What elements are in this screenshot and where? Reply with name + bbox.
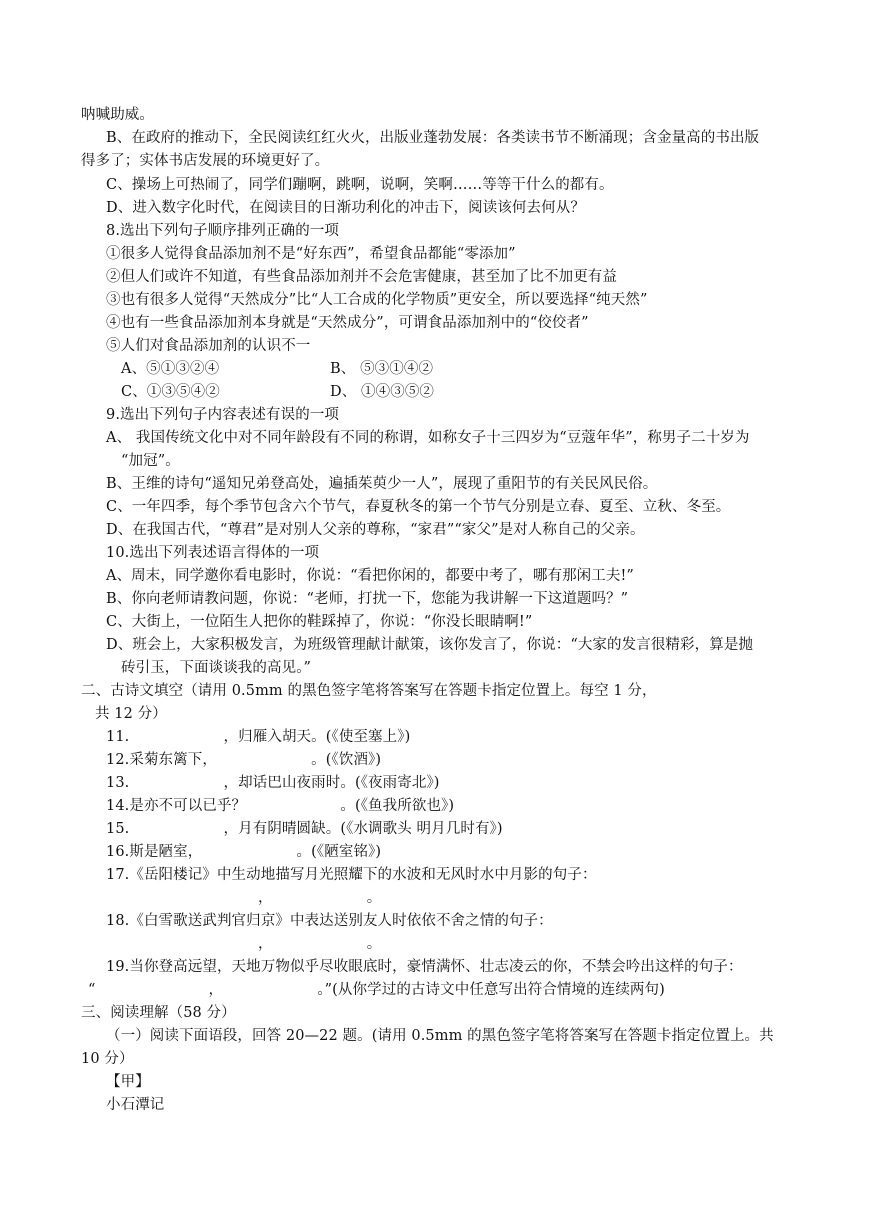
q17-blanks: ， 。: [258, 890, 382, 906]
q9-option-a-line1: A、 我国传统文化中对不同年龄段有不同的称谓，如称女子十三四岁为“豆蔻年华”，称男子二十岁为: [106, 430, 750, 446]
q10-option-a: A、周末，同学邀你看电影时，你说：“看把你闲的，都要中考了，哪有那闲工夫!”: [106, 568, 634, 584]
q9-stem: 9.选出下列句子内容表述有误的一项: [106, 407, 340, 423]
q8-sentence-5: ⑤人们对食品添加剂的认识不一: [106, 338, 311, 354]
q14: 14.是亦不可以已乎？ 。(《鱼我所欲也》): [106, 798, 455, 814]
q18: 18.《白雪歌送武判官归京》中表达送别友人时依依不舍之情的句子：: [106, 913, 553, 929]
q19-line1: 19.当你登高远望，天地万物似乎尽收眼底时，豪情满怀、壮志凌云的你，不禁会吟出这样的句子：: [106, 959, 743, 975]
q19-line2: “ ， 。”(从你学过的古诗文中任意写出符合情境的连续两句): [88, 982, 665, 998]
q8-sentence-1: ①很多人觉得食品添加剂不是“好东西”，希望食品都能“零添加”: [106, 246, 516, 262]
q10-option-c: C、大街上，一位陌生人把你的鞋踩掉了，你说：“你没长眼睛啊!”: [106, 614, 533, 630]
q12: 12.采菊东篱下， 。(《饮酒》): [106, 752, 382, 768]
q8-option-b: B、 ⑤③①④②: [330, 361, 434, 377]
section2-title-line1: 二、古诗文填空（请用 0.5mm 的黑色签字笔将答案写在答题卡指定位置上。每空 1 分，: [81, 683, 657, 699]
section3-part1-line1: （一）阅读下面语段，回答 20—22 题。(请用 0.5mm 的黑色签字笔将答案写在答题卡指定位置上。共: [106, 1028, 774, 1044]
q9-option-d: D、在我国古代，“尊君”是对别人父亲的尊称，“家君”“家父”是对人称自己的父亲。: [106, 522, 645, 538]
section3-part1-line2: 10 分）: [81, 1051, 134, 1067]
section2-title-line2: 共 12 分）: [95, 706, 167, 722]
q9-option-c: C、一年四季，每个季节包含六个节气，春夏秋冬的第一个节气分别是立春、夏至、立秋、冬至。: [106, 499, 731, 515]
q9-option-b: B、王维的诗句“遥知兄弟登高处，遍插茱萸少一人”，展现了重阳节的有关民风民俗。: [106, 476, 658, 492]
q11: 11. ，归雁入胡天。(《使至塞上》): [106, 729, 411, 745]
q8-option-c: C、①③⑤④②: [121, 384, 220, 400]
q9-option-a-line2: “加冠”。: [121, 453, 180, 469]
q15: 15. ，月有阴晴圆缺。(《水调歌头 明月几时有》): [106, 821, 503, 837]
q7-option-a-continuation: 呐喊助威。: [81, 107, 154, 123]
q8-sentence-2: ②但人们或许不知道，有些食品添加剂并不会危害健康，甚至加了比不加更有益: [106, 269, 617, 285]
q8-sentence-3: ③也有很多人觉得“天然成分”比“人工合成的化学物质”更安全，所以要选择“纯天然”: [106, 292, 648, 308]
article-title: 小石潭记: [106, 1097, 165, 1113]
q7-option-b-line2: 得多了；实体书店发展的环境更好了。: [81, 153, 330, 169]
q7-option-c: C、操场上可热闹了，同学们蹦啊，跳啊，说啊，笑啊……等等干什么的都有。: [106, 177, 614, 193]
q10-option-d-line1: D、班会上，大家积极发言，为班级管理献计献策，该你发言了，你说：“大家的发言很精彩，算是抛: [106, 637, 754, 653]
q17: 17.《岳阳楼记》中生动地描写月光照耀下的水波和无风时水中月影的句子：: [106, 867, 597, 883]
q16: 16.斯是陋室， 。(《陋室铭》): [106, 844, 382, 860]
q7-option-d: D、进入数字化时代，在阅读目的日渐功利化的冲击下，阅读该何去何从？: [106, 200, 585, 216]
q8-option-a: A、⑤①③②④: [121, 361, 220, 377]
q10-option-d-line2: 砖引玉，下面谈谈我的高见。”: [121, 660, 312, 676]
q10-stem: 10.选出下列表述语言得体的一项: [106, 545, 320, 561]
q18-blanks: ， 。: [258, 936, 382, 952]
q13: 13. ，却话巴山夜雨时。(《夜雨寄北》): [106, 775, 440, 791]
q8-sentence-4: ④也有一些食品添加剂本身就是“天然成分”，可谓食品添加剂中的“佼佼者”: [106, 315, 589, 331]
q7-option-b-line1: B、在政府的推动下，全民阅读红红火火，出版业蓬勃发展：各类读书节不断涌现；含金量高的书出版: [106, 130, 760, 146]
q8-option-d: D、 ①④③⑤②: [330, 384, 435, 400]
q8-stem: 8.选出下列句子顺序排列正确的一项: [106, 223, 340, 239]
section3-title: 三、阅读理解（58 分）: [81, 1005, 236, 1021]
q10-option-b: B、你向老师请教问题，你说：“老师，打扰一下，您能为我讲解一下这道题吗？”: [106, 591, 629, 607]
passage-jia-label: 【甲】: [106, 1074, 150, 1090]
